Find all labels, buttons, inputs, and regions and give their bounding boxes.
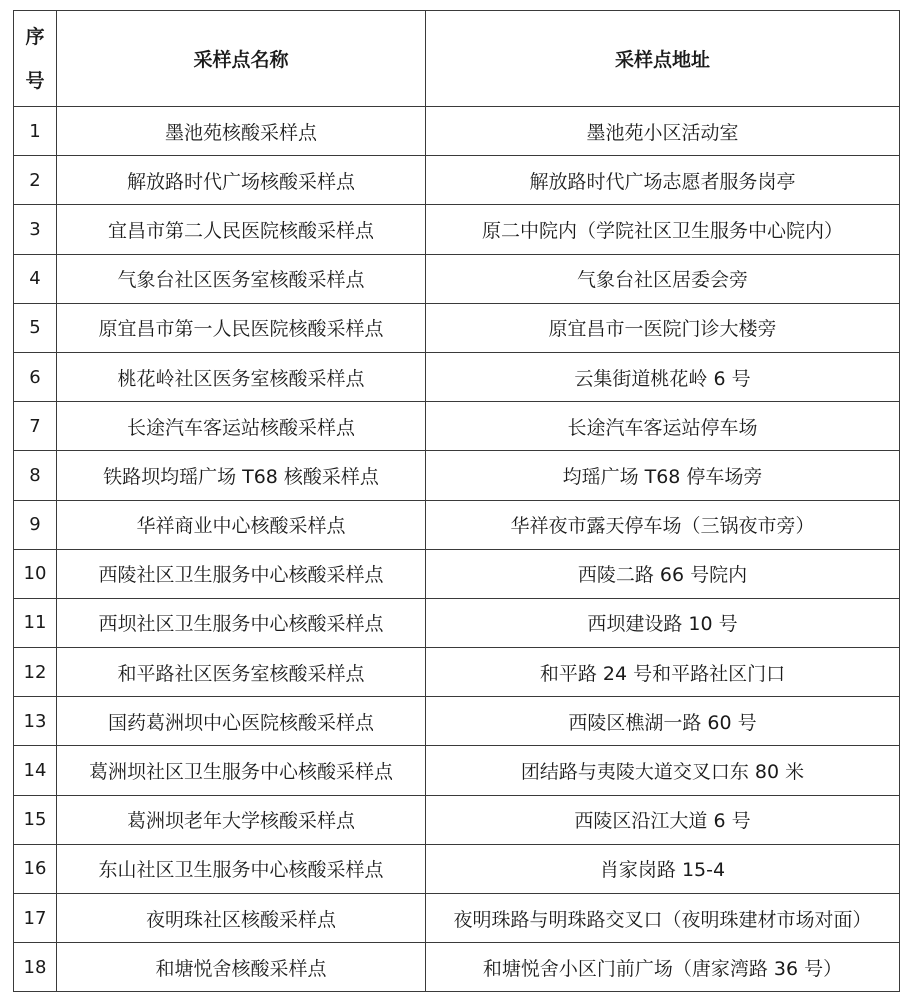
cell-serial-number: 3 (14, 205, 57, 254)
cell-site-name: 铁路坝均瑶广场 T68 核酸采样点 (57, 451, 426, 500)
table-header-row (14, 11, 900, 107)
cell-serial-number: 14 (14, 746, 57, 795)
cell-serial-number: 12 (14, 648, 57, 697)
cell-serial-number: 8 (14, 451, 57, 500)
table-row (14, 107, 900, 156)
cell-serial-number: 5 (14, 303, 57, 352)
cell-site-address: 华祥夜市露天停车场（三锅夜市旁） (426, 500, 900, 549)
cell-site-address: 西坝建设路 10 号 (426, 598, 900, 647)
cell-site-name: 西陵社区卫生服务中心核酸采样点 (57, 549, 426, 598)
cell-serial-number: 7 (14, 402, 57, 451)
cell-site-address: 团结路与夷陵大道交叉口东 80 米 (426, 746, 900, 795)
cell-serial-number: 6 (14, 352, 57, 401)
cell-site-address: 西陵区沿江大道 6 号 (426, 795, 900, 844)
cell-site-address: 解放路时代广场志愿者服务岗亭 (426, 156, 900, 205)
cell-site-address: 气象台社区居委会旁 (426, 254, 900, 303)
table-row (14, 697, 900, 746)
cell-site-name: 华祥商业中心核酸采样点 (57, 500, 426, 549)
cell-serial-number: 13 (14, 697, 57, 746)
cell-site-address: 原二中院内（学院社区卫生服务中心院内） (426, 205, 900, 254)
cell-site-name: 葛洲坝老年大学核酸采样点 (57, 795, 426, 844)
cell-site-address: 夜明珠路与明珠路交叉口（夜明珠建材市场对面） (426, 894, 900, 943)
sampling-site-table (13, 10, 900, 992)
table-row (14, 500, 900, 549)
cell-serial-number: 9 (14, 500, 57, 549)
cell-serial-number: 1 (14, 107, 57, 156)
cell-site-name: 和平路社区医务室核酸采样点 (57, 648, 426, 697)
cell-site-address: 和平路 24 号和平路社区门口 (426, 648, 900, 697)
header-site-name: 采样点名称 (57, 11, 426, 107)
table-row (14, 352, 900, 401)
table-row (14, 598, 900, 647)
table-row (14, 254, 900, 303)
cell-site-address: 西陵区樵湖一路 60 号 (426, 697, 900, 746)
cell-site-address: 和塘悦舍小区门前广场（唐家湾路 36 号） (426, 943, 900, 992)
cell-site-name: 气象台社区医务室核酸采样点 (57, 254, 426, 303)
cell-site-name: 西坝社区卫生服务中心核酸采样点 (57, 598, 426, 647)
cell-site-name: 长途汽车客运站核酸采样点 (57, 402, 426, 451)
cell-site-name: 葛洲坝社区卫生服务中心核酸采样点 (57, 746, 426, 795)
cell-site-address: 原宜昌市一医院门诊大楼旁 (426, 303, 900, 352)
table-row (14, 894, 900, 943)
table-row (14, 303, 900, 352)
table-row (14, 205, 900, 254)
cell-site-name: 原宜昌市第一人民医院核酸采样点 (57, 303, 426, 352)
cell-serial-number: 16 (14, 844, 57, 893)
table-row (14, 746, 900, 795)
cell-serial-number: 18 (14, 943, 57, 992)
header-serial-number (14, 11, 57, 107)
cell-site-address: 墨池苑小区活动室 (426, 107, 900, 156)
table-row (14, 156, 900, 205)
table-body (14, 107, 900, 992)
table-row (14, 549, 900, 598)
table-row (14, 402, 900, 451)
cell-site-address: 肖家岗路 15-4 (426, 844, 900, 893)
table-row (14, 844, 900, 893)
cell-site-address: 云集街道桃花岭 6 号 (426, 352, 900, 401)
cell-site-name: 解放路时代广场核酸采样点 (57, 156, 426, 205)
cell-site-name: 宜昌市第二人民医院核酸采样点 (57, 205, 426, 254)
cell-serial-number: 10 (14, 549, 57, 598)
table-row (14, 943, 900, 992)
header-serial-number-line1: 序 (25, 25, 45, 48)
cell-site-name: 和塘悦舍核酸采样点 (57, 943, 426, 992)
cell-serial-number: 11 (14, 598, 57, 647)
cell-serial-number: 2 (14, 156, 57, 205)
cell-site-address: 长途汽车客运站停车场 (426, 402, 900, 451)
cell-site-name: 国药葛洲坝中心医院核酸采样点 (57, 697, 426, 746)
cell-site-name: 桃花岭社区医务室核酸采样点 (57, 352, 426, 401)
cell-site-address: 西陵二路 66 号院内 (426, 549, 900, 598)
header-serial-number-line2: 号 (25, 69, 45, 92)
cell-site-address: 均瑶广场 T68 停车场旁 (426, 451, 900, 500)
header-site-address: 采样点地址 (426, 11, 900, 107)
table-row (14, 795, 900, 844)
table-row (14, 451, 900, 500)
cell-serial-number: 17 (14, 894, 57, 943)
cell-serial-number: 4 (14, 254, 57, 303)
cell-site-name: 夜明珠社区核酸采样点 (57, 894, 426, 943)
cell-serial-number: 15 (14, 795, 57, 844)
cell-site-name: 东山社区卫生服务中心核酸采样点 (57, 844, 426, 893)
cell-site-name: 墨池苑核酸采样点 (57, 107, 426, 156)
table-row (14, 648, 900, 697)
